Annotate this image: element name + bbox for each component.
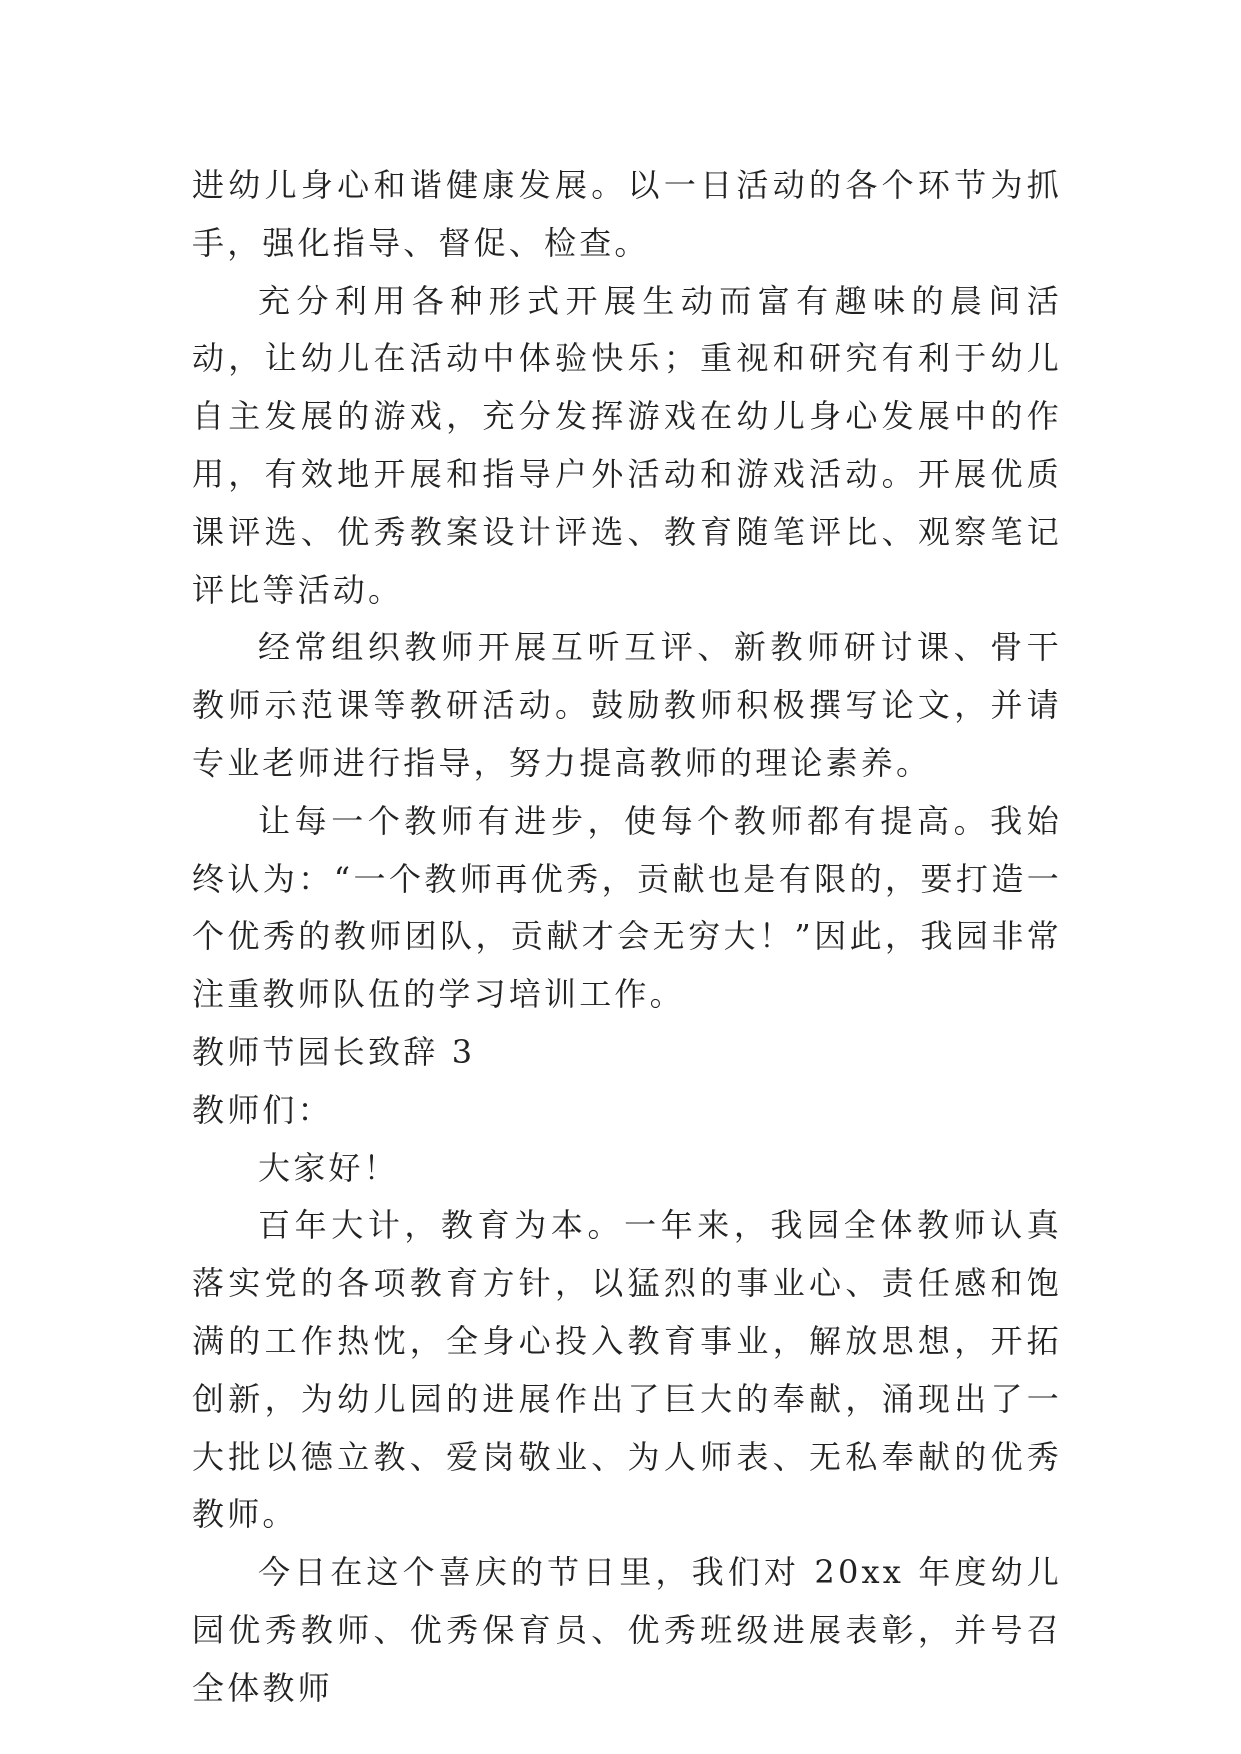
paragraph: 经常组织教师开展互听互评、新教师研讨课、骨干教师示范课等教研活动。鼓励教师积极撰写论文，并请专业老师进行指导，努力提高教师的理论素养。 xyxy=(192,628,1062,782)
salutation: 教师们： xyxy=(192,1090,333,1129)
paragraph: 进幼儿身心和谐健康发展。以一日活动的各个环节为抓手，强化指导、督促、检查。 xyxy=(192,166,1062,262)
paragraph: 充分利用各种形式开展生动而富有趣味的晨间活动，让幼儿在活动中体验快乐；重视和研究有利于幼儿自主发展的游戏，充分发挥游戏在幼儿身心发展中的作用，有效地开展和指导户外活动和游戏活动。开展优质课评选、优秀教案设计评选、教育随笔评比、观察笔记评比等活动。 xyxy=(192,281,1062,609)
section-heading: 教师节园长致辞 3 xyxy=(192,1032,476,1071)
paragraph: 百年大计，教育为本。一年来，我园全体教师认真落实党的各项教育方针，以猛烈的事业心、责任感和饱满的工作热忱，全身心投入教育事业，解放思想，开拓创新，为幼儿园的进展作出了巨大的奉献，涌现出了一大批以德立教、爱岗敬业、为人师表、无私奉献的优秀教师。 xyxy=(192,1206,1062,1534)
paragraph: 让每一个教师有进步，使每个教师都有提高。我始终认为：“一个教师再优秀，贡献也是有限的，要打造一个优秀的教师团队，贡献才会无穷大！”因此，我园非常注重教师队伍的学习培训工作。 xyxy=(192,801,1062,1014)
paragraph: 今日在这个喜庆的节日里，我们对 20xx 年度幼儿园优秀教师、优秀保育员、优秀班级进展表彰，并号召全体教师 xyxy=(192,1553,1062,1707)
document-body xyxy=(192,157,1062,1718)
greeting: 大家好！ xyxy=(258,1148,399,1187)
